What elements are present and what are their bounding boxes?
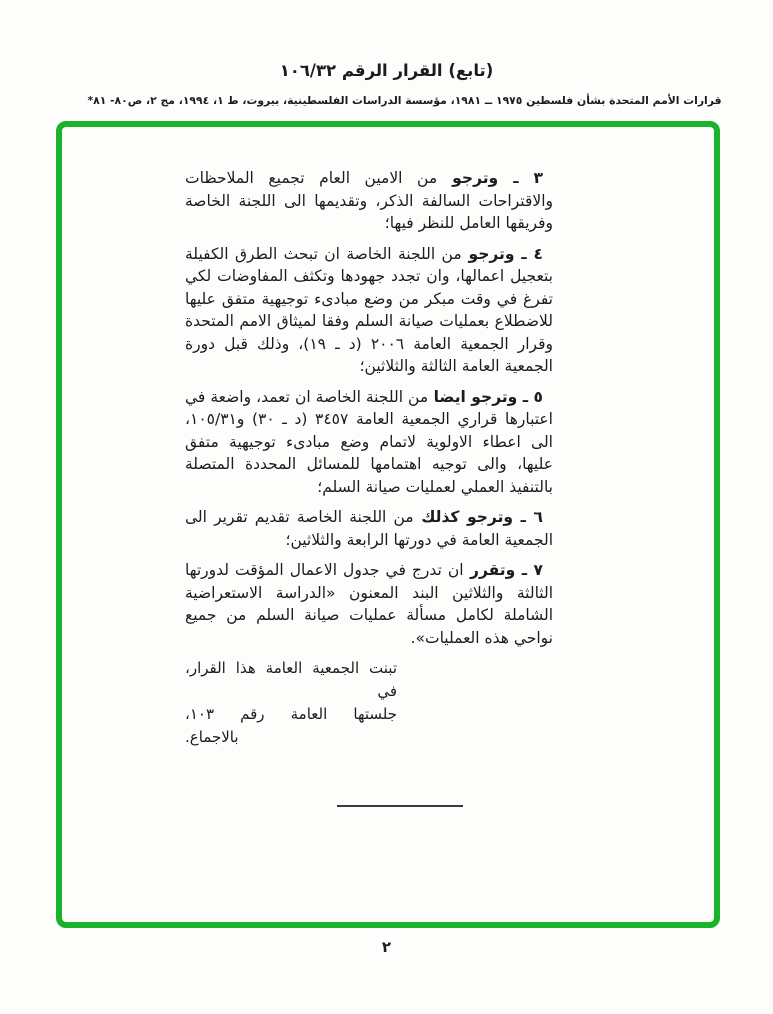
adoption-note — [185, 657, 397, 749]
paragraph-5 — [185, 386, 553, 499]
paragraph-3 — [185, 167, 553, 235]
paragraph-5-lead: ٥ ـ وترجو ايضا — [428, 387, 543, 406]
paragraph-6-text: من اللجنة الخاصة تقديم تقرير الى الجمعية العامة في دورتها الرابعة والثلاثين؛ — [185, 508, 553, 549]
adoption-line-3: بالاجماع. — [185, 728, 239, 746]
paragraph-3-text: من الامين العام تجميع الملاحظات والاقتراحات السالفة الذكر، وتقديمها الى اللجنة الخاصة وفريقها العامل للنظر فيها؛ — [185, 169, 553, 232]
resolution-body — [185, 167, 553, 807]
source-citation-line: قرارات الأمم المتحدة بشأن فلسطين ١٩٧٥ ــ ١٩٨١، مؤسسة الدراسات الفلسطينية، بيروت، ط ١، ١٩٩٤، مج ٢، ص٨٠- ٨١* — [87, 94, 722, 107]
adoption-line-2: جلستها العامة رقم ١٠٣، — [185, 705, 397, 723]
paragraph-6 — [185, 506, 553, 551]
page-number: ٢ — [381, 938, 392, 956]
adoption-line-1: تبنت الجمعية العامة هذا القرار، في — [185, 659, 397, 700]
paragraph-7 — [185, 559, 553, 649]
paragraph-6-lead: ٦ ـ وترجو كذلك — [413, 508, 543, 526]
paragraph-3-lead: ٣ ـ وترجو — [437, 169, 543, 187]
paragraph-5-text: من اللجنة الخاصة ان تعمد، واضعة في اعتبارها قراري الجمعية العامة ٣٤٥٧ (د ـ ٣٠) و١٠٥/٣١، الى اعطاء الاولوية لاتمام وضع مبادىء توجيهية متفق عليها، والى توجيه اهتمامها للمسائل المحددة المتصلة بالتنفيذ العملي لعمليات صيانة السلم؛ — [185, 387, 553, 496]
section-divider-rule — [337, 805, 463, 807]
paragraph-4-lead: ٤ ـ وترجو — [461, 244, 543, 263]
paragraph-7-text: ان تدرج في جدول الاعمال المؤقت لدورتها الثالثة والثلاثين البند المعنون «الدراسة الاستعراضية الشاملة لكامل مسألة عمليات صيانة السلم من جميع نواحي هذه العمليات». — [185, 561, 553, 647]
resolution-title: (تابع) القرار الرقم ١٠٦/٣٢ — [279, 61, 494, 80]
paragraph-4-text: من اللجنة الخاصة ان تبحث الطرق الكفيلة بتعجيل اعمالها، وان تجدد جهودها وتكثف المفاوضات لكي تفرغ في وقت مبكر من وضع مبادىء توجيهية متفق عليها للاضطلاع بعمليات صيانة السلم وفقا لميثاق الامم المتحدة وقرار الجمعية العامة ٢٠٠٦ (د ـ ١٩)، وذلك قبل دورة الجمعية العامة الثالثة والثلاثين؛ — [185, 244, 553, 375]
paragraph-7-lead: ٧ ـ وتقرر — [463, 561, 543, 579]
paragraph-4 — [185, 243, 553, 378]
